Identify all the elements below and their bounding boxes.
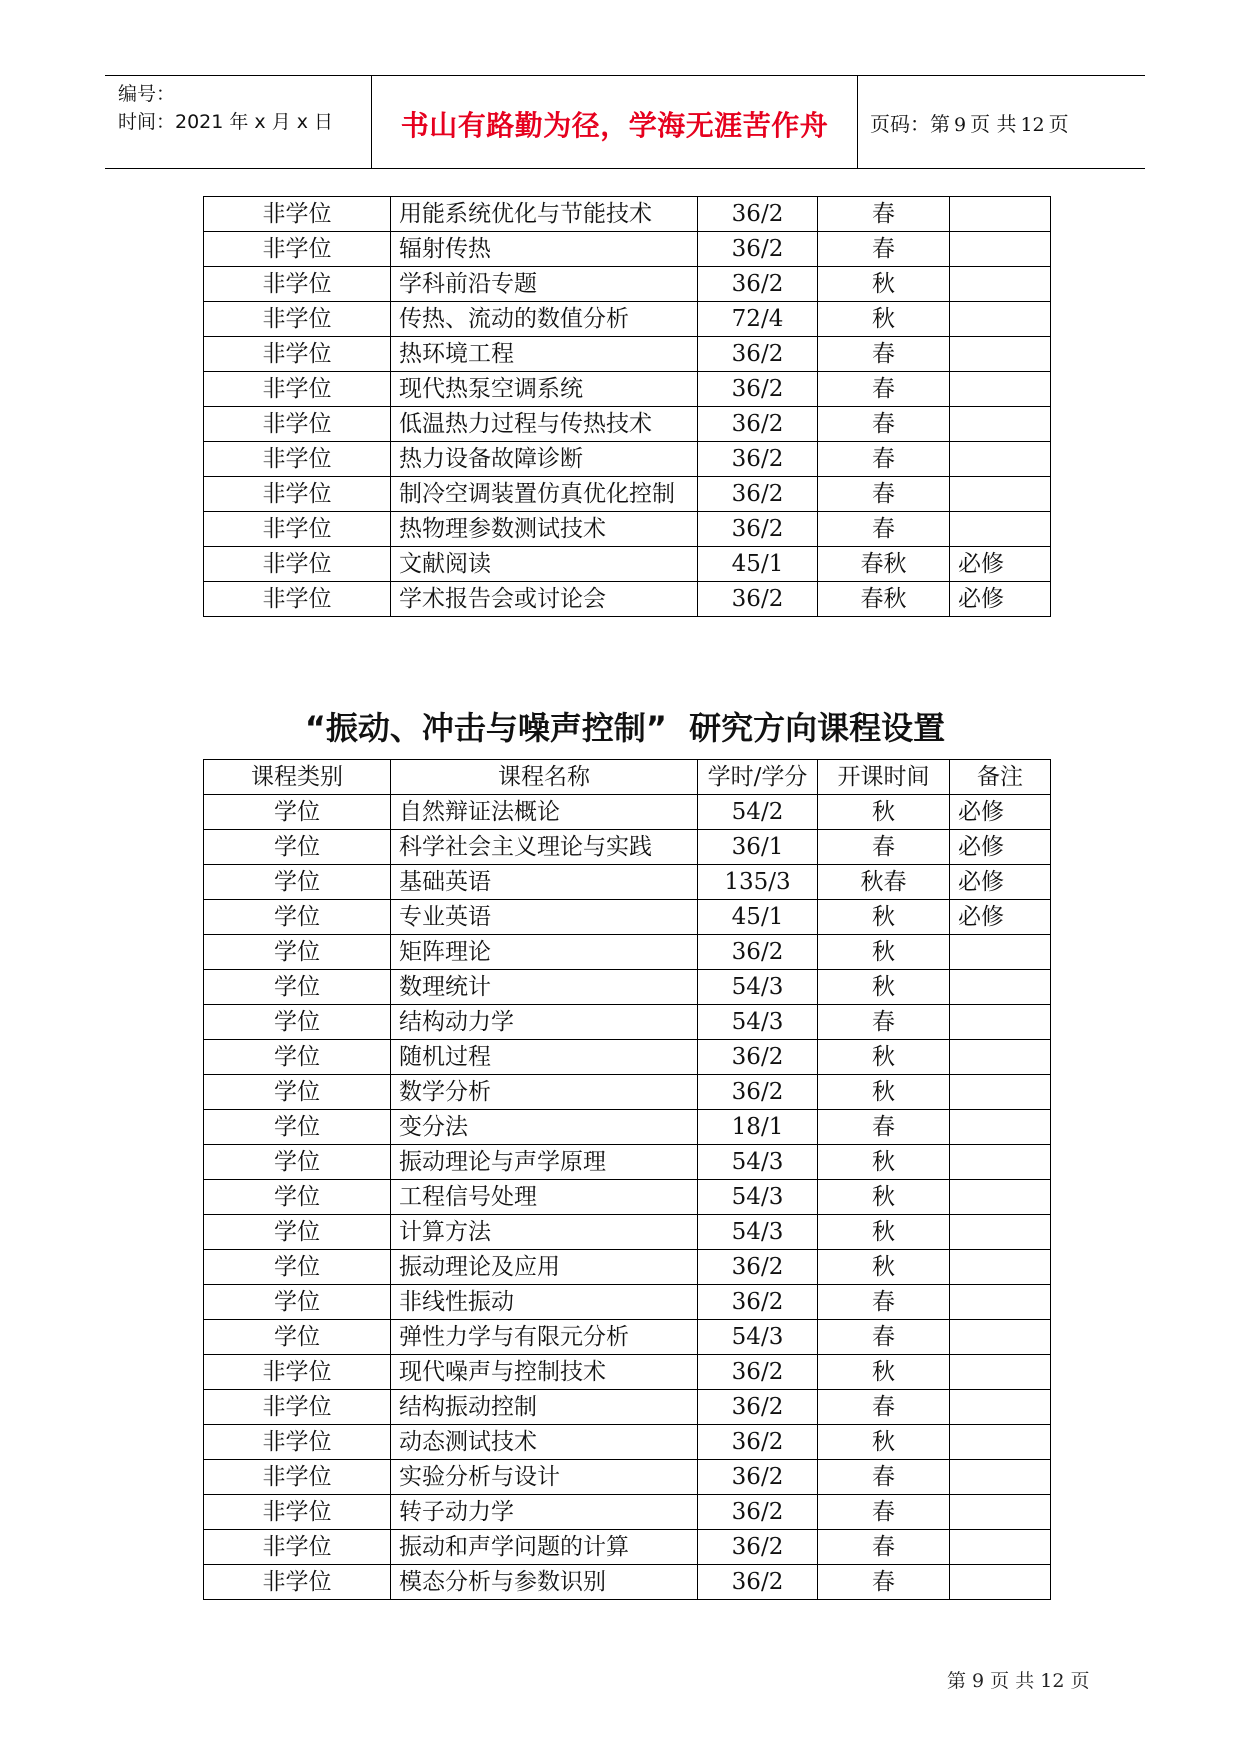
cell-category: 学位	[204, 1005, 391, 1040]
course-table-continued-body	[204, 197, 1051, 617]
section-title: “振动、冲击与噪声控制” 研究方向课程设置	[304, 709, 946, 747]
cell-semester: 春	[818, 1320, 950, 1355]
cell-name: 振动和声学问题的计算	[391, 1530, 698, 1565]
cell-semester: 秋	[818, 1180, 950, 1215]
cell-category: 非学位	[204, 582, 391, 617]
cell-note: 必修	[950, 547, 1051, 582]
cell-semester: 秋	[818, 1355, 950, 1390]
cell-category: 学位	[204, 900, 391, 935]
cell-hours: 54/3	[698, 1215, 818, 1250]
table-row	[204, 232, 1051, 267]
cell-category: 学位	[204, 1250, 391, 1285]
course-table-vibration	[203, 759, 1051, 1600]
cell-name: 现代热泵空调系统	[391, 372, 698, 407]
cell-category: 非学位	[204, 197, 391, 232]
cell-semester: 春	[818, 1005, 950, 1040]
table-row	[204, 865, 1051, 900]
cell-name: 模态分析与参数识别	[391, 1565, 698, 1600]
cell-semester: 秋	[818, 302, 950, 337]
header-cell: 学时/学分	[698, 760, 818, 795]
header-meta	[118, 80, 363, 136]
cell-semester: 春	[818, 1285, 950, 1320]
table-row	[204, 477, 1051, 512]
table-row	[204, 582, 1051, 617]
table-row	[204, 337, 1051, 372]
cell-semester: 秋	[818, 1215, 950, 1250]
table-row	[204, 1320, 1051, 1355]
cell-name: 低温热力过程与传热技术	[391, 407, 698, 442]
cell-name: 动态测试技术	[391, 1425, 698, 1460]
cell-category: 非学位	[204, 302, 391, 337]
cell-name: 学科前沿专题	[391, 267, 698, 302]
table-row	[204, 830, 1051, 865]
time-label: 时间：2021 年 x 月 x 日	[118, 111, 334, 133]
table-row	[204, 1285, 1051, 1320]
cell-note	[950, 1075, 1051, 1110]
table-row	[204, 1145, 1051, 1180]
cell-note: 必修	[950, 865, 1051, 900]
table-row	[204, 900, 1051, 935]
cell-note	[950, 1040, 1051, 1075]
cell-semester: 春	[818, 512, 950, 547]
cell-note	[950, 1425, 1051, 1460]
cell-note: 必修	[950, 830, 1051, 865]
cell-category: 学位	[204, 1110, 391, 1145]
page-total: 12	[1020, 114, 1045, 136]
cell-note: 必修	[950, 795, 1051, 830]
cell-semester: 秋	[818, 900, 950, 935]
cell-hours: 36/2	[698, 1565, 818, 1600]
cell-note	[950, 197, 1051, 232]
page-num: 9	[954, 114, 967, 136]
cell-hours: 36/2	[698, 935, 818, 970]
table-row	[204, 372, 1051, 407]
cell-name: 计算方法	[391, 1215, 698, 1250]
cell-note	[950, 1250, 1051, 1285]
cell-note	[950, 302, 1051, 337]
cell-category: 非学位	[204, 477, 391, 512]
cell-name: 辐射传热	[391, 232, 698, 267]
cell-hours: 54/3	[698, 1005, 818, 1040]
cell-semester: 秋	[818, 267, 950, 302]
cell-semester: 秋	[818, 795, 950, 830]
cell-name: 振动理论与声学原理	[391, 1145, 698, 1180]
cell-category: 非学位	[204, 407, 391, 442]
cell-name: 结构振动控制	[391, 1390, 698, 1425]
cell-category: 学位	[204, 1320, 391, 1355]
cell-note: 必修	[950, 900, 1051, 935]
cell-note	[950, 1390, 1051, 1425]
cell-category: 非学位	[204, 337, 391, 372]
cell-name: 热物理参数测试技术	[391, 512, 698, 547]
cell-category: 非学位	[204, 1355, 391, 1390]
cell-semester: 春	[818, 1495, 950, 1530]
cell-hours: 54/2	[698, 795, 818, 830]
cell-name: 非线性振动	[391, 1285, 698, 1320]
cell-category: 学位	[204, 1285, 391, 1320]
cell-hours: 36/2	[698, 1285, 818, 1320]
cell-category: 学位	[204, 865, 391, 900]
cell-semester: 秋	[818, 1425, 950, 1460]
cell-category: 非学位	[204, 1565, 391, 1600]
cell-hours: 36/2	[698, 442, 818, 477]
cell-hours: 36/2	[698, 1040, 818, 1075]
header-cell: 开课时间	[818, 760, 950, 795]
cell-semester: 秋	[818, 1145, 950, 1180]
cell-hours: 36/2	[698, 267, 818, 302]
table-row	[204, 1005, 1051, 1040]
cell-semester: 春秋	[818, 547, 950, 582]
cell-name: 科学社会主义理论与实践	[391, 830, 698, 865]
table-row	[204, 442, 1051, 477]
cell-category: 非学位	[204, 1495, 391, 1530]
cell-name: 自然辩证法概论	[391, 795, 698, 830]
cell-name: 结构动力学	[391, 1005, 698, 1040]
cell-hours: 36/2	[698, 407, 818, 442]
cell-category: 非学位	[204, 232, 391, 267]
cell-semester: 秋	[818, 970, 950, 1005]
cell-note: 必修	[950, 582, 1051, 617]
cell-semester: 春	[818, 477, 950, 512]
cell-semester: 春秋	[818, 582, 950, 617]
cell-note	[950, 1110, 1051, 1145]
table-row	[204, 1495, 1051, 1530]
page-prefix: 页码：第	[870, 112, 950, 136]
cell-hours: 36/2	[698, 337, 818, 372]
cell-category: 学位	[204, 795, 391, 830]
cell-hours: 36/1	[698, 830, 818, 865]
header-cell: 课程类别	[204, 760, 391, 795]
cell-name: 弹性力学与有限元分析	[391, 1320, 698, 1355]
cell-category: 非学位	[204, 442, 391, 477]
course-table-continued	[203, 196, 1051, 617]
table-row	[204, 1390, 1051, 1425]
cell-note	[950, 1530, 1051, 1565]
cell-note	[950, 935, 1051, 970]
cell-category: 学位	[204, 1145, 391, 1180]
cell-note	[950, 1565, 1051, 1600]
cell-category: 学位	[204, 970, 391, 1005]
cell-hours: 36/2	[698, 582, 818, 617]
cell-category: 学位	[204, 830, 391, 865]
cell-name: 变分法	[391, 1110, 698, 1145]
table-row	[204, 795, 1051, 830]
cell-name: 专业英语	[391, 900, 698, 935]
cell-name: 实验分析与设计	[391, 1460, 698, 1495]
cell-semester: 春	[818, 1390, 950, 1425]
cell-semester: 秋	[818, 1040, 950, 1075]
cell-semester: 春	[818, 337, 950, 372]
cell-category: 非学位	[204, 267, 391, 302]
page-footer: 第 9 页 共 12 页	[947, 1670, 1090, 1692]
cell-category: 非学位	[204, 1530, 391, 1565]
cell-hours: 36/2	[698, 1530, 818, 1565]
serial-label: 编号：	[118, 83, 176, 105]
cell-name: 数理统计	[391, 970, 698, 1005]
cell-hours: 18/1	[698, 1110, 818, 1145]
cell-semester: 春	[818, 407, 950, 442]
table-row	[204, 197, 1051, 232]
cell-note	[950, 1355, 1051, 1390]
cell-semester: 春	[818, 1110, 950, 1145]
cell-note	[950, 477, 1051, 512]
cell-name: 热力设备故障诊断	[391, 442, 698, 477]
cell-note	[950, 372, 1051, 407]
cell-category: 非学位	[204, 547, 391, 582]
cell-note	[950, 512, 1051, 547]
cell-hours: 36/2	[698, 1075, 818, 1110]
table-row	[204, 1425, 1051, 1460]
table-row	[204, 1110, 1051, 1145]
cell-hours: 36/2	[698, 1425, 818, 1460]
course-table-vibration-body	[204, 760, 1051, 1600]
cell-name: 文献阅读	[391, 547, 698, 582]
cell-category: 非学位	[204, 1460, 391, 1495]
cell-semester: 春	[818, 1530, 950, 1565]
cell-hours: 72/4	[698, 302, 818, 337]
cell-name: 学术报告会或讨论会	[391, 582, 698, 617]
cell-name: 转子动力学	[391, 1495, 698, 1530]
cell-name: 用能系统优化与节能技术	[391, 197, 698, 232]
cell-hours: 36/2	[698, 1495, 818, 1530]
table-row	[204, 970, 1051, 1005]
cell-name: 数学分析	[391, 1075, 698, 1110]
table-row	[204, 547, 1051, 582]
cell-hours: 36/2	[698, 232, 818, 267]
cell-note	[950, 267, 1051, 302]
cell-note	[950, 232, 1051, 267]
table-header-row	[204, 760, 1051, 795]
page-mid: 页 共	[970, 112, 1017, 136]
table-row	[204, 1565, 1051, 1600]
cell-semester: 春	[818, 372, 950, 407]
cell-category: 学位	[204, 1180, 391, 1215]
cell-category: 非学位	[204, 1390, 391, 1425]
cell-hours: 54/3	[698, 1180, 818, 1215]
cell-note	[950, 1495, 1051, 1530]
cell-name: 基础英语	[391, 865, 698, 900]
cell-semester: 秋	[818, 1250, 950, 1285]
header-page-number	[870, 108, 1069, 137]
cell-category: 学位	[204, 1040, 391, 1075]
table-row	[204, 1075, 1051, 1110]
cell-hours: 54/3	[698, 1320, 818, 1355]
cell-hours: 54/3	[698, 1145, 818, 1180]
cell-name: 振动理论及应用	[391, 1250, 698, 1285]
cell-hours: 36/2	[698, 372, 818, 407]
cell-semester: 春	[818, 232, 950, 267]
cell-category: 非学位	[204, 512, 391, 547]
cell-hours: 36/2	[698, 1250, 818, 1285]
table-row	[204, 1180, 1051, 1215]
cell-semester: 秋	[818, 1075, 950, 1110]
cell-note	[950, 1145, 1051, 1180]
cell-category: 学位	[204, 935, 391, 970]
cell-note	[950, 1180, 1051, 1215]
cell-semester: 秋	[818, 935, 950, 970]
cell-name: 热环境工程	[391, 337, 698, 372]
cell-name: 现代噪声与控制技术	[391, 1355, 698, 1390]
cell-hours: 36/2	[698, 1460, 818, 1495]
cell-hours: 36/2	[698, 477, 818, 512]
cell-name: 制冷空调装置仿真优化控制	[391, 477, 698, 512]
cell-hours: 135/3	[698, 865, 818, 900]
cell-name: 随机过程	[391, 1040, 698, 1075]
cell-note	[950, 1460, 1051, 1495]
table-row	[204, 1040, 1051, 1075]
cell-note	[950, 1285, 1051, 1320]
cell-name: 传热、流动的数值分析	[391, 302, 698, 337]
table-row	[204, 302, 1051, 337]
cell-note	[950, 407, 1051, 442]
cell-note	[950, 442, 1051, 477]
header-cell: 备注	[950, 760, 1051, 795]
table-row	[204, 267, 1051, 302]
header-motto: 书山有路勤为径，学海无涯苦作舟	[400, 109, 829, 142]
cell-semester: 春	[818, 1460, 950, 1495]
cell-name: 工程信号处理	[391, 1180, 698, 1215]
cell-semester: 秋春	[818, 865, 950, 900]
cell-hours: 54/3	[698, 970, 818, 1005]
page-header	[105, 75, 1145, 169]
header-cell: 课程名称	[391, 760, 698, 795]
cell-note	[950, 337, 1051, 372]
cell-note	[950, 970, 1051, 1005]
cell-category: 非学位	[204, 1425, 391, 1460]
table-row	[204, 407, 1051, 442]
cell-note	[950, 1215, 1051, 1250]
table-row	[204, 1530, 1051, 1565]
cell-note	[950, 1320, 1051, 1355]
header-divider	[857, 76, 858, 168]
cell-semester: 春	[818, 442, 950, 477]
table-row	[204, 512, 1051, 547]
cell-semester: 春	[818, 830, 950, 865]
cell-note	[950, 1005, 1051, 1040]
cell-semester: 春	[818, 1565, 950, 1600]
cell-hours: 45/1	[698, 900, 818, 935]
table-row	[204, 1215, 1051, 1250]
table-row	[204, 1355, 1051, 1390]
cell-category: 非学位	[204, 372, 391, 407]
cell-name: 矩阵理论	[391, 935, 698, 970]
cell-hours: 45/1	[698, 547, 818, 582]
page-suffix: 页	[1048, 112, 1069, 136]
cell-semester: 春	[818, 197, 950, 232]
cell-category: 学位	[204, 1215, 391, 1250]
cell-hours: 36/2	[698, 512, 818, 547]
cell-hours: 36/2	[698, 1390, 818, 1425]
cell-hours: 36/2	[698, 1355, 818, 1390]
cell-category: 学位	[204, 1075, 391, 1110]
table-row	[204, 1250, 1051, 1285]
cell-hours: 36/2	[698, 197, 818, 232]
table-row	[204, 935, 1051, 970]
table-row	[204, 1460, 1051, 1495]
